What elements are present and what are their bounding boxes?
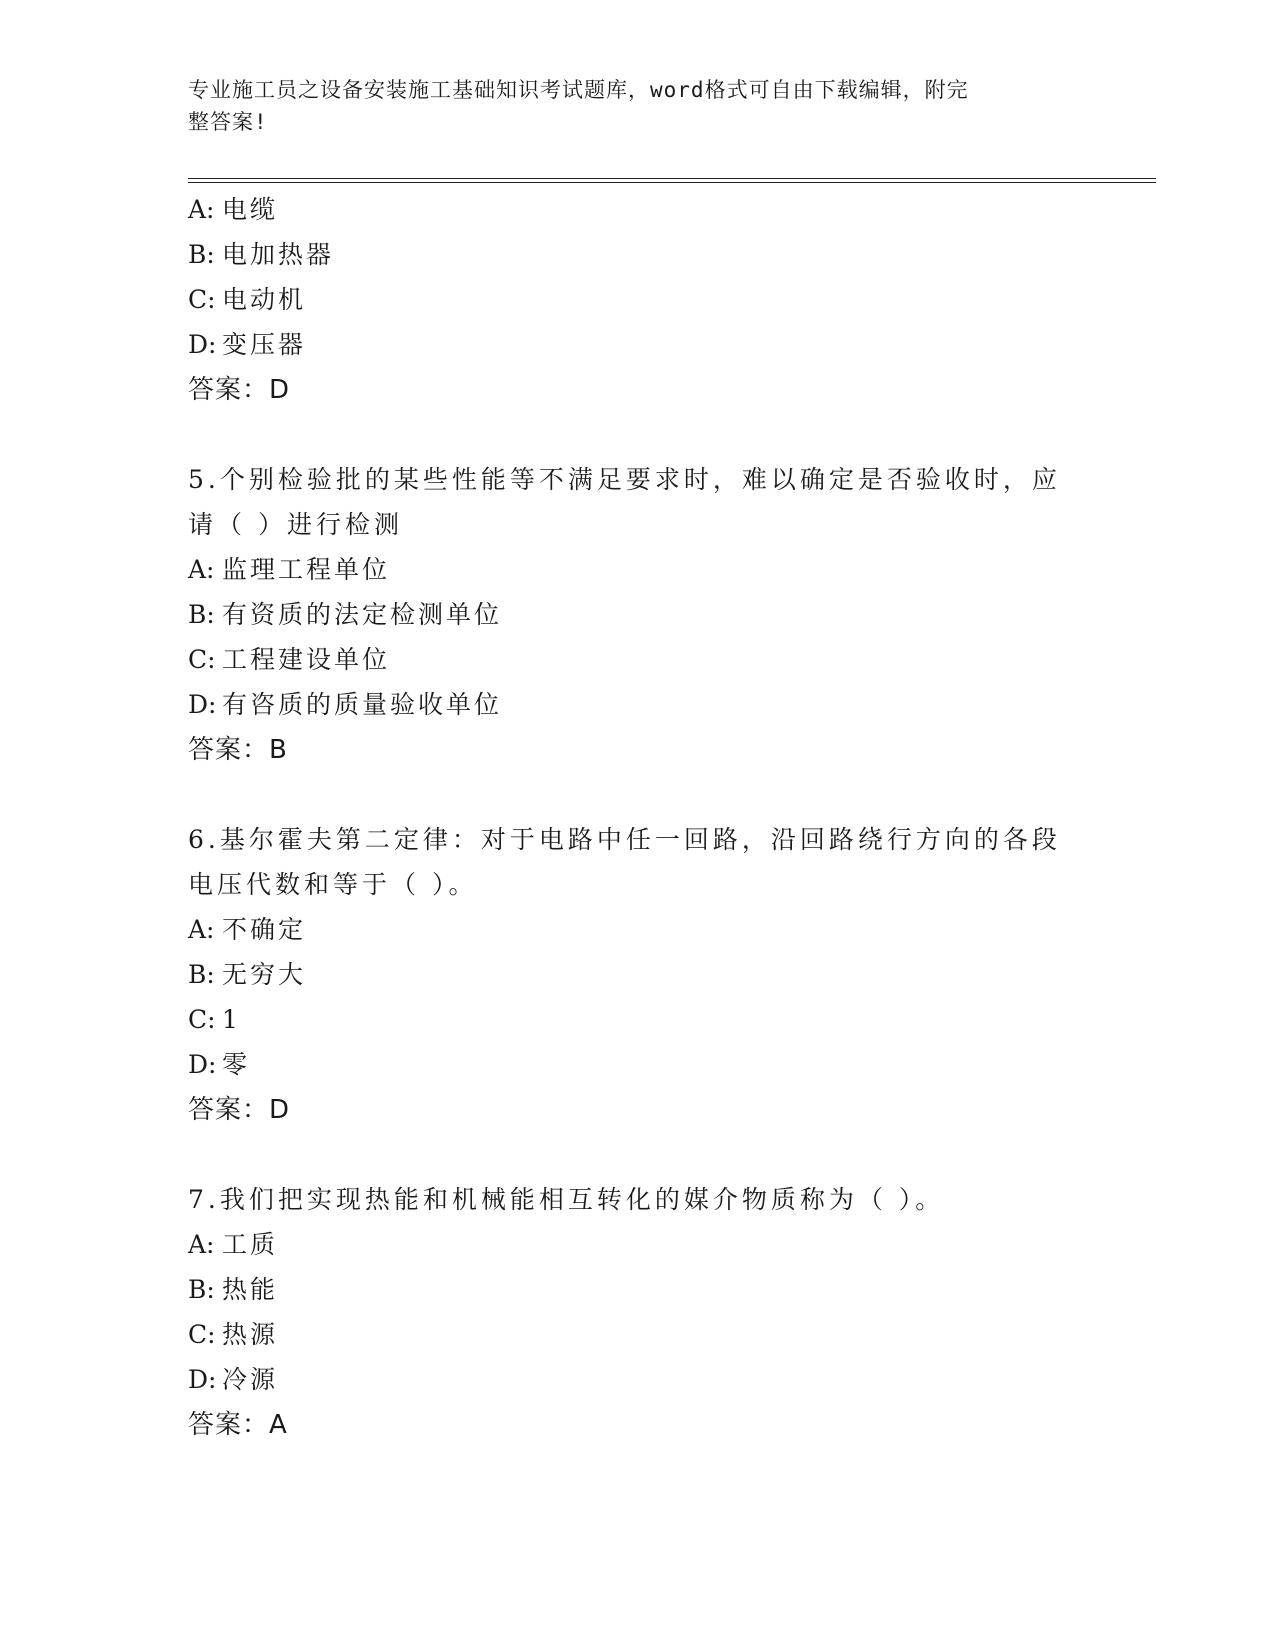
q6-text-line-2: 电压代数和等于（ ）。 [188, 870, 478, 899]
option-text: 电缆 [222, 195, 279, 224]
q6-option-b [188, 959, 306, 991]
option-letter: B: [188, 1275, 215, 1304]
q5-option-c [188, 644, 390, 676]
q6-answer: 答案：D [188, 1095, 291, 1125]
q5-option-b [188, 599, 502, 631]
option-letter: C: [188, 285, 216, 314]
option-letter: D: [188, 330, 217, 359]
q4-option-d [188, 329, 306, 361]
option-text: 工程建设单位 [222, 645, 391, 674]
option-text: 1 [222, 1005, 241, 1034]
option-text: 冷源 [222, 1365, 279, 1394]
option-letter: D: [188, 1050, 217, 1079]
option-text: 电加热器 [222, 240, 335, 269]
option-letter: B: [188, 960, 215, 989]
q7-option-d [188, 1364, 278, 1396]
option-text: 监理工程单位 [222, 555, 391, 584]
option-letter: C: [188, 1005, 216, 1034]
q4-option-b [188, 239, 334, 271]
q7-option-c [188, 1319, 278, 1351]
header-line-2: 整答案! [188, 110, 268, 134]
q5-answer: 答案：B [188, 735, 288, 765]
q7-option-a [188, 1229, 278, 1261]
q4-option-a [188, 194, 278, 226]
header-line-1: 专业施工员之设备安装施工基础知识考试题库，word格式可自由下载编辑，附完 [188, 78, 969, 102]
option-letter: B: [188, 600, 215, 629]
option-text: 不确定 [222, 915, 307, 944]
option-text: 有资质的法定检测单位 [222, 600, 503, 629]
option-text: 零 [222, 1050, 251, 1079]
q5-text-line-1: 5.个别检验批的某些性能等不满足要求时，难以确定是否验收时，应 [188, 465, 1061, 494]
q7-text-line-1: 7.我们把实现热能和机械能相互转化的媒介物质称为（ ）。 [188, 1185, 945, 1214]
q4-option-c [188, 284, 306, 316]
q5-option-a [188, 554, 390, 586]
option-letter: A: [188, 195, 215, 224]
option-letter: D: [188, 1365, 217, 1394]
option-letter: A: [188, 1230, 215, 1259]
option-letter: A: [188, 915, 215, 944]
option-text: 热能 [222, 1275, 279, 1304]
option-letter: A: [188, 555, 215, 584]
header-rule-top [188, 178, 1156, 179]
option-text: 工质 [222, 1230, 279, 1259]
option-letter: B: [188, 240, 215, 269]
header-rule-bottom [188, 182, 1156, 183]
q5-text-line-2: 请（ ）进行检测 [188, 510, 403, 539]
option-letter: C: [188, 645, 216, 674]
option-text: 热源 [222, 1320, 279, 1349]
q7-option-b [188, 1274, 278, 1306]
option-text: 无穷大 [222, 960, 307, 989]
option-text: 电动机 [222, 285, 307, 314]
option-letter: D: [188, 690, 217, 719]
q4-answer: 答案：D [188, 375, 291, 405]
q7-answer: 答案：A [188, 1410, 288, 1440]
option-letter: C: [188, 1320, 216, 1349]
q6-option-d [188, 1049, 250, 1081]
document-header [188, 74, 1068, 138]
q6-option-a [188, 914, 306, 946]
option-text: 变压器 [222, 330, 307, 359]
q6-option-c [188, 1004, 241, 1036]
q5-option-d [188, 689, 502, 721]
q6-text-line-1: 6.基尔霍夫第二定律：对于电路中任一回路，沿回路绕行方向的各段 [188, 825, 1061, 854]
option-text: 有咨质的质量验收单位 [222, 690, 503, 719]
